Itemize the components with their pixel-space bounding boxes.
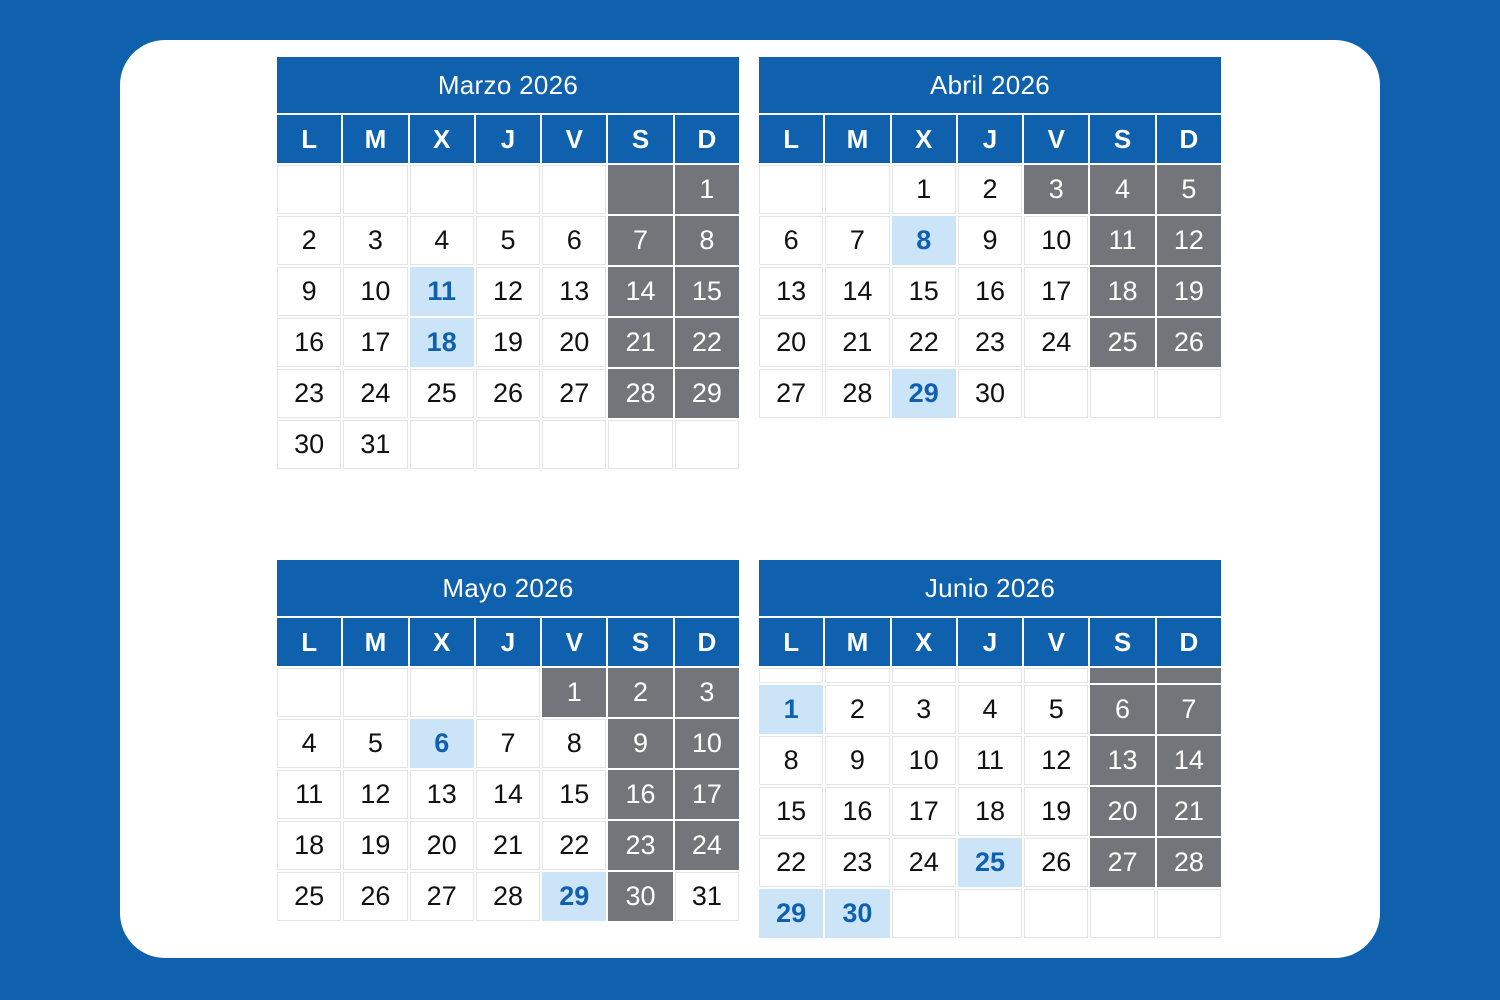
date-cell: 16 [277,318,341,367]
date-cell: 10 [892,736,956,785]
date-cell: 19 [343,821,407,870]
nonworking-date-cell: 7 [1157,685,1221,734]
date-cell: 4 [277,719,341,768]
week-row [277,821,739,870]
nonworking-date-cell: 10 [675,719,739,768]
week-row [277,165,739,214]
nonworking-date-cell: 2 [608,668,672,717]
empty-date-cell [343,668,407,717]
day-of-week-header: M [825,618,889,666]
date-cell: 16 [825,787,889,836]
date-cell: 28 [825,369,889,418]
nonworking-empty-cell [1157,668,1221,683]
date-cell: 21 [476,821,540,870]
highlighted-date-cell: 29 [542,872,606,921]
date-cell: 25 [410,369,474,418]
day-of-week-header: X [410,115,474,163]
date-cell: 8 [542,719,606,768]
empty-date-cell [277,165,341,214]
empty-date-cell [1024,668,1088,683]
highlighted-date-cell: 18 [410,318,474,367]
highlighted-date-cell: 11 [410,267,474,316]
nonworking-date-cell: 3 [1024,165,1088,214]
date-cell: 5 [476,216,540,265]
nonworking-date-cell: 28 [1157,838,1221,887]
week-row [277,719,739,768]
date-cell: 18 [277,821,341,870]
nonworking-date-cell: 1 [542,668,606,717]
nonworking-date-cell: 1 [675,165,739,214]
empty-date-cell [825,668,889,683]
day-of-week-header: X [410,618,474,666]
date-cell: 28 [476,872,540,921]
nonworking-date-cell: 20 [1090,787,1154,836]
week-row [277,420,739,469]
week-row [759,838,1221,887]
nonworking-date-cell: 14 [608,267,672,316]
day-of-week-header: J [958,618,1022,666]
day-of-week-header: S [1090,618,1154,666]
calendar-mayo-2026 [275,558,741,923]
empty-date-cell [542,420,606,469]
week-row [277,668,739,717]
date-cell: 11 [958,736,1022,785]
date-cell: 4 [958,685,1022,734]
date-cell: 27 [542,369,606,418]
nonworking-date-cell: 29 [675,369,739,418]
nonworking-date-cell: 4 [1090,165,1154,214]
nonworking-date-cell: 14 [1157,736,1221,785]
date-cell: 14 [476,770,540,819]
date-cell: 13 [759,267,823,316]
calendar-junio-2026 [757,558,1223,940]
week-row [759,787,1221,836]
month-title: Mayo 2026 [277,560,739,616]
highlighted-date-cell: 29 [759,889,823,938]
month-table [757,558,1223,940]
week-row [759,889,1221,938]
date-cell: 10 [1024,216,1088,265]
nonworking-empty-cell [608,165,672,214]
empty-date-cell [410,165,474,214]
nonworking-date-cell: 16 [608,770,672,819]
date-cell: 17 [343,318,407,367]
nonworking-date-cell: 24 [675,821,739,870]
date-cell: 4 [410,216,474,265]
week-row [277,267,739,316]
calendar-marzo-2026 [275,55,741,471]
week-row [759,736,1221,785]
nonworking-date-cell: 22 [675,318,739,367]
nonworking-date-cell: 21 [1157,787,1221,836]
date-cell: 19 [1024,787,1088,836]
empty-date-cell [476,668,540,717]
day-of-week-header: M [343,115,407,163]
empty-date-cell [958,668,1022,683]
nonworking-date-cell: 13 [1090,736,1154,785]
date-cell: 18 [958,787,1022,836]
nonworking-date-cell: 25 [1090,318,1154,367]
date-cell: 9 [277,267,341,316]
date-cell: 17 [892,787,956,836]
day-of-week-header: V [1024,618,1088,666]
nonworking-date-cell: 9 [608,719,672,768]
empty-date-cell [759,165,823,214]
week-row [759,668,1221,683]
nonworking-date-cell: 11 [1090,216,1154,265]
date-cell: 6 [542,216,606,265]
empty-date-cell [759,668,823,683]
empty-date-cell [608,420,672,469]
day-of-week-header: S [1090,115,1154,163]
week-row [759,369,1221,418]
empty-date-cell [1024,369,1088,418]
nonworking-date-cell: 8 [675,216,739,265]
week-row [759,267,1221,316]
empty-date-cell [277,668,341,717]
date-cell: 23 [958,318,1022,367]
week-row [277,369,739,418]
date-cell: 20 [410,821,474,870]
empty-date-cell [1157,369,1221,418]
highlighted-date-cell: 29 [892,369,956,418]
empty-date-cell [343,165,407,214]
date-cell: 15 [759,787,823,836]
nonworking-empty-cell [1090,668,1154,683]
week-row [759,685,1221,734]
date-cell: 8 [759,736,823,785]
empty-date-cell [542,165,606,214]
date-cell: 22 [759,838,823,887]
date-cell: 16 [958,267,1022,316]
date-cell: 22 [542,821,606,870]
date-cell: 15 [892,267,956,316]
date-cell: 24 [343,369,407,418]
week-row [277,318,739,367]
empty-date-cell [675,420,739,469]
calendar-abril-2026 [757,55,1223,420]
day-of-week-header: V [542,115,606,163]
day-of-week-header: X [892,618,956,666]
date-cell: 2 [277,216,341,265]
date-cell: 27 [759,369,823,418]
day-of-week-header: L [759,115,823,163]
nonworking-date-cell: 21 [608,318,672,367]
date-cell: 7 [825,216,889,265]
nonworking-date-cell: 17 [675,770,739,819]
date-cell: 9 [825,736,889,785]
day-of-week-header: S [608,618,672,666]
nonworking-date-cell: 7 [608,216,672,265]
day-of-week-header: S [608,115,672,163]
date-cell: 26 [343,872,407,921]
month-title: Abril 2026 [759,57,1221,113]
empty-date-cell [1157,889,1221,938]
date-cell: 14 [825,267,889,316]
date-cell: 27 [410,872,474,921]
empty-date-cell [410,420,474,469]
date-cell: 22 [892,318,956,367]
empty-date-cell [476,420,540,469]
empty-date-cell [1090,889,1154,938]
empty-date-cell [892,889,956,938]
nonworking-date-cell: 3 [675,668,739,717]
day-of-week-header: J [476,115,540,163]
date-cell: 17 [1024,267,1088,316]
date-cell: 23 [277,369,341,418]
day-of-week-header: D [1157,115,1221,163]
month-title: Marzo 2026 [277,57,739,113]
date-cell: 30 [958,369,1022,418]
date-cell: 13 [542,267,606,316]
date-cell: 6 [759,216,823,265]
date-cell: 30 [277,420,341,469]
day-of-week-header: J [476,618,540,666]
date-cell: 31 [675,872,739,921]
highlighted-date-cell: 8 [892,216,956,265]
nonworking-date-cell: 30 [608,872,672,921]
date-cell: 23 [825,838,889,887]
nonworking-date-cell: 5 [1157,165,1221,214]
nonworking-date-cell: 27 [1090,838,1154,887]
calendar-card [120,40,1380,958]
day-of-week-header: D [675,115,739,163]
day-of-week-header: D [675,618,739,666]
highlighted-date-cell: 25 [958,838,1022,887]
day-of-week-header: L [277,115,341,163]
highlighted-date-cell: 1 [759,685,823,734]
date-cell: 3 [343,216,407,265]
date-cell: 2 [958,165,1022,214]
date-cell: 26 [1024,838,1088,887]
nonworking-date-cell: 28 [608,369,672,418]
date-cell: 19 [476,318,540,367]
empty-date-cell [958,889,1022,938]
day-of-week-header: L [277,618,341,666]
date-cell: 15 [542,770,606,819]
date-cell: 25 [277,872,341,921]
empty-date-cell [892,668,956,683]
day-of-week-header: D [1157,618,1221,666]
week-row [759,165,1221,214]
date-cell: 1 [892,165,956,214]
date-cell: 5 [343,719,407,768]
date-cell: 31 [343,420,407,469]
date-cell: 24 [892,838,956,887]
date-cell: 26 [476,369,540,418]
empty-date-cell [476,165,540,214]
week-row [277,872,739,921]
date-cell: 11 [277,770,341,819]
date-cell: 24 [1024,318,1088,367]
highlighted-date-cell: 30 [825,889,889,938]
day-of-week-header: X [892,115,956,163]
week-row [277,770,739,819]
date-cell: 2 [825,685,889,734]
nonworking-date-cell: 19 [1157,267,1221,316]
day-of-week-header: M [825,115,889,163]
nonworking-date-cell: 26 [1157,318,1221,367]
nonworking-date-cell: 12 [1157,216,1221,265]
day-of-week-header: L [759,618,823,666]
date-cell: 12 [476,267,540,316]
month-table [275,55,741,471]
date-cell: 3 [892,685,956,734]
nonworking-date-cell: 18 [1090,267,1154,316]
week-row [277,216,739,265]
week-row [759,318,1221,367]
week-row [759,216,1221,265]
date-cell: 13 [410,770,474,819]
day-of-week-header: V [1024,115,1088,163]
nonworking-date-cell: 23 [608,821,672,870]
empty-date-cell [1090,369,1154,418]
date-cell: 5 [1024,685,1088,734]
date-cell: 10 [343,267,407,316]
date-cell: 20 [542,318,606,367]
date-cell: 21 [825,318,889,367]
nonworking-date-cell: 6 [1090,685,1154,734]
empty-date-cell [825,165,889,214]
month-table [275,558,741,923]
day-of-week-header: M [343,618,407,666]
date-cell: 20 [759,318,823,367]
month-title: Junio 2026 [759,560,1221,616]
empty-date-cell [1024,889,1088,938]
nonworking-date-cell: 15 [675,267,739,316]
date-cell: 12 [343,770,407,819]
day-of-week-header: V [542,618,606,666]
highlighted-date-cell: 6 [410,719,474,768]
month-table [757,55,1223,420]
date-cell: 7 [476,719,540,768]
day-of-week-header: J [958,115,1022,163]
empty-date-cell [410,668,474,717]
date-cell: 9 [958,216,1022,265]
date-cell: 12 [1024,736,1088,785]
